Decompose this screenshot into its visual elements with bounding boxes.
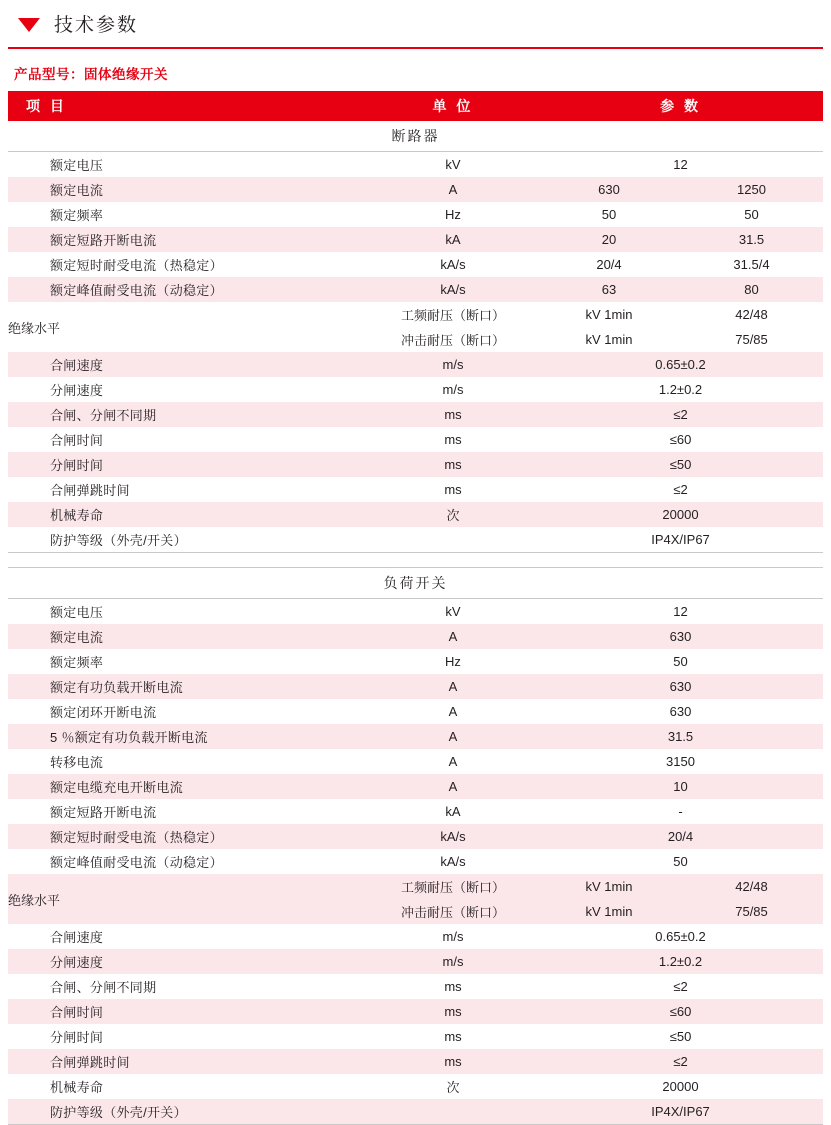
table-row (8, 452, 823, 477)
row-unit: ms (368, 402, 538, 427)
insulation-value-1: 42/48 (735, 307, 768, 322)
row-item: 5 ％额定有功负载开断电流 (8, 724, 368, 749)
row-item: 额定电流 (8, 177, 368, 202)
section-title-breaker: 断路器 (8, 121, 823, 152)
table-row (8, 252, 823, 277)
table-row (8, 1024, 823, 1049)
row-unit: m/s (368, 949, 538, 974)
row-value: ≤2 (538, 1049, 823, 1074)
table-row (8, 749, 823, 774)
table-row (8, 949, 823, 974)
row-item: 防护等级（外壳/开关） (50, 533, 187, 548)
row-value-1: 20/4 (596, 257, 622, 272)
row-item: 合闸速度 (50, 930, 104, 945)
row-unit: A (368, 624, 538, 649)
row-item: 分闸速度 (8, 949, 368, 974)
table-body (8, 121, 823, 1125)
row-unit: kA (368, 227, 538, 252)
table-row (8, 277, 823, 302)
row-value-1: 20 (538, 227, 680, 252)
row-item: 分闸时间 (50, 1030, 104, 1045)
product-model-label: 产品型号：固体绝缘开关 (14, 67, 168, 82)
table-header-row (8, 91, 823, 121)
row-value-2: 31.5 (680, 227, 823, 252)
row-item: 合闸、分闸不同期 (50, 980, 157, 995)
table-row (8, 724, 823, 749)
row-item: 转移电流 (50, 755, 104, 770)
row-value: 630 (669, 704, 692, 719)
row-unit: kA/s (440, 257, 466, 272)
row-value: 20000 (538, 502, 823, 527)
row-unit: ms (368, 452, 538, 477)
table-row (8, 974, 823, 999)
row-unit: ms (444, 1029, 462, 1044)
row-item: 合闸时间 (50, 433, 104, 448)
row-item: 额定峰值耐受电流（动稳定） (50, 855, 223, 870)
row-unit (368, 527, 538, 553)
row-unit: ms (444, 979, 462, 994)
row-unit: A (368, 774, 538, 799)
row-item: 机械寿命 (50, 1080, 104, 1095)
row-item: 分闸时间 (8, 452, 368, 477)
row-item: 额定短路开断电流 (8, 227, 368, 252)
table-row (8, 599, 823, 625)
section-title-row (8, 568, 823, 599)
row-item: 额定电流 (8, 624, 368, 649)
table-row (8, 377, 823, 402)
row-value: ≤60 (538, 999, 823, 1024)
table-row (8, 649, 823, 674)
page-title-row (8, 0, 823, 45)
row-value-1: 50 (601, 207, 617, 222)
table-row (8, 674, 823, 699)
table-row (8, 999, 823, 1024)
table-row (8, 849, 823, 874)
row-unit: 次 (368, 502, 538, 527)
section-gap (8, 553, 823, 568)
row-item: 合闸弹跳时间 (8, 1049, 368, 1074)
table-row (8, 502, 823, 527)
row-unit: kA/s (440, 854, 466, 869)
row-unit: kV (445, 157, 461, 172)
row-unit: m/s (442, 929, 464, 944)
spec-table (8, 91, 823, 1125)
row-unit: ms (368, 999, 538, 1024)
row-value: 630 (538, 674, 823, 699)
row-value: 20/4 (538, 824, 823, 849)
table-row (8, 202, 823, 227)
column-header-item: 项 目 (8, 91, 368, 121)
row-value-1: 630 (538, 177, 680, 202)
triangle-icon (18, 18, 40, 32)
insulation-unit-2: kV 1min (538, 899, 680, 924)
row-value-2: 50 (744, 207, 759, 222)
insulation-value-2: 75/85 (735, 332, 768, 347)
insulation-label: 绝缘水平 (8, 320, 61, 336)
row-item: 额定电压 (50, 605, 104, 620)
table-row (8, 477, 823, 502)
page-title: 技术参数 (54, 15, 139, 36)
row-unit: A (368, 724, 538, 749)
row-unit: kA/s (368, 277, 538, 302)
insulation-unit-1: kV 1min (538, 874, 680, 899)
table-row (8, 799, 823, 824)
row-unit: kA/s (368, 824, 538, 849)
row-unit: Hz (445, 654, 461, 669)
row-value: 1.2±0.2 (538, 949, 823, 974)
table-row (8, 527, 823, 553)
insulation-sub-1: 工频耐压（断口） (368, 874, 538, 899)
row-item: 额定短路开断电流 (50, 805, 157, 820)
row-unit: 次 (446, 1080, 460, 1095)
section-title-load-switch: 负荷开关 (8, 568, 823, 599)
row-value-2: 1250 (680, 177, 823, 202)
table-row (8, 1074, 823, 1099)
table-row (8, 1049, 823, 1074)
row-item: 额定频率 (50, 208, 104, 223)
row-value: ≤2 (673, 979, 688, 994)
table-row (8, 624, 823, 649)
row-item: 合闸速度 (8, 352, 368, 377)
insulation-sub-2: 冲击耐压（断口） (400, 333, 505, 348)
table-row (8, 924, 823, 949)
row-value: ≤2 (538, 402, 823, 427)
row-value: 50 (673, 854, 688, 869)
row-value: 630 (538, 624, 823, 649)
row-unit: Hz (445, 207, 461, 222)
row-value-2: 31.5/4 (733, 257, 770, 272)
row-unit: kV (445, 604, 461, 619)
row-item: 机械寿命 (8, 502, 368, 527)
row-value: ≤2 (673, 482, 688, 497)
row-value: ≤50 (538, 452, 823, 477)
row-unit: A (448, 704, 458, 719)
row-unit: A (368, 674, 538, 699)
insulation-sub-1: 工频耐压（断口） (400, 308, 505, 323)
table-row-insulation (8, 302, 823, 327)
table-row (8, 177, 823, 202)
table-row (8, 352, 823, 377)
table-row (8, 427, 823, 452)
row-item: 额定短时耐受电流（热稳定） (8, 824, 368, 849)
row-unit: kA (445, 804, 461, 819)
row-value: 12 (673, 157, 688, 172)
insulation-unit-2: kV 1min (585, 332, 633, 347)
row-unit: A (368, 177, 538, 202)
row-value: 3150 (666, 754, 695, 769)
row-unit: ms (444, 432, 462, 447)
column-header-unit: 单 位 (368, 91, 538, 121)
row-value: 31.5 (538, 724, 823, 749)
row-value: 50 (673, 654, 688, 669)
row-item: 合闸弹跳时间 (50, 483, 130, 498)
row-unit: m/s (442, 382, 464, 397)
table-row (8, 227, 823, 252)
row-item: 额定峰值耐受电流（动稳定） (8, 277, 368, 302)
row-unit: m/s (368, 352, 538, 377)
insulation-label: 绝缘水平 (8, 874, 368, 924)
section-title-row (8, 121, 823, 152)
row-item: 额定电缆充电开断电流 (8, 774, 368, 799)
row-value: 0.65±0.2 (655, 929, 706, 944)
row-value: IP4X/IP67 (651, 532, 710, 547)
table-row (8, 1099, 823, 1125)
column-header-param: 参 数 (538, 91, 823, 121)
row-item: 合闸、分闸不同期 (8, 402, 368, 427)
row-item: 额定有功负载开断电流 (8, 674, 368, 699)
row-unit: ms (368, 1049, 538, 1074)
row-item: 额定闭环开断电流 (50, 705, 157, 720)
row-value: 0.65±0.2 (538, 352, 823, 377)
row-item: 额定电压 (50, 158, 104, 173)
insulation-value-2: 75/85 (680, 899, 823, 924)
row-value: IP4X/IP67 (538, 1099, 823, 1125)
row-unit: A (448, 754, 458, 769)
row-value: - (678, 804, 683, 819)
row-value-2: 80 (680, 277, 823, 302)
table-row (8, 824, 823, 849)
row-item: 额定短时耐受电流（热稳定） (50, 258, 223, 273)
row-unit (368, 1099, 538, 1125)
row-value: 20000 (662, 1079, 699, 1094)
insulation-sub-2: 冲击耐压（断口） (368, 899, 538, 924)
row-item: 额定频率 (50, 655, 104, 670)
table-row (8, 152, 823, 178)
row-value: 1.2±0.2 (658, 382, 703, 397)
table-row (8, 699, 823, 724)
row-value: 10 (538, 774, 823, 799)
table-row (8, 402, 823, 427)
table-row-insulation (8, 874, 823, 899)
row-value: 12 (673, 604, 688, 619)
row-item: 防护等级（外壳/开关） (8, 1099, 368, 1125)
row-item: 合闸时间 (8, 999, 368, 1024)
insulation-sub-wrap (368, 302, 538, 327)
table-row (8, 774, 823, 799)
row-unit: ms (444, 482, 462, 497)
row-value-1: 63 (538, 277, 680, 302)
row-value: ≤50 (669, 1029, 692, 1044)
insulation-value-1: 42/48 (680, 874, 823, 899)
row-value: ≤60 (669, 432, 692, 447)
insulation-unit-1: kV 1min (585, 307, 633, 322)
row-item: 分闸速度 (50, 383, 104, 398)
